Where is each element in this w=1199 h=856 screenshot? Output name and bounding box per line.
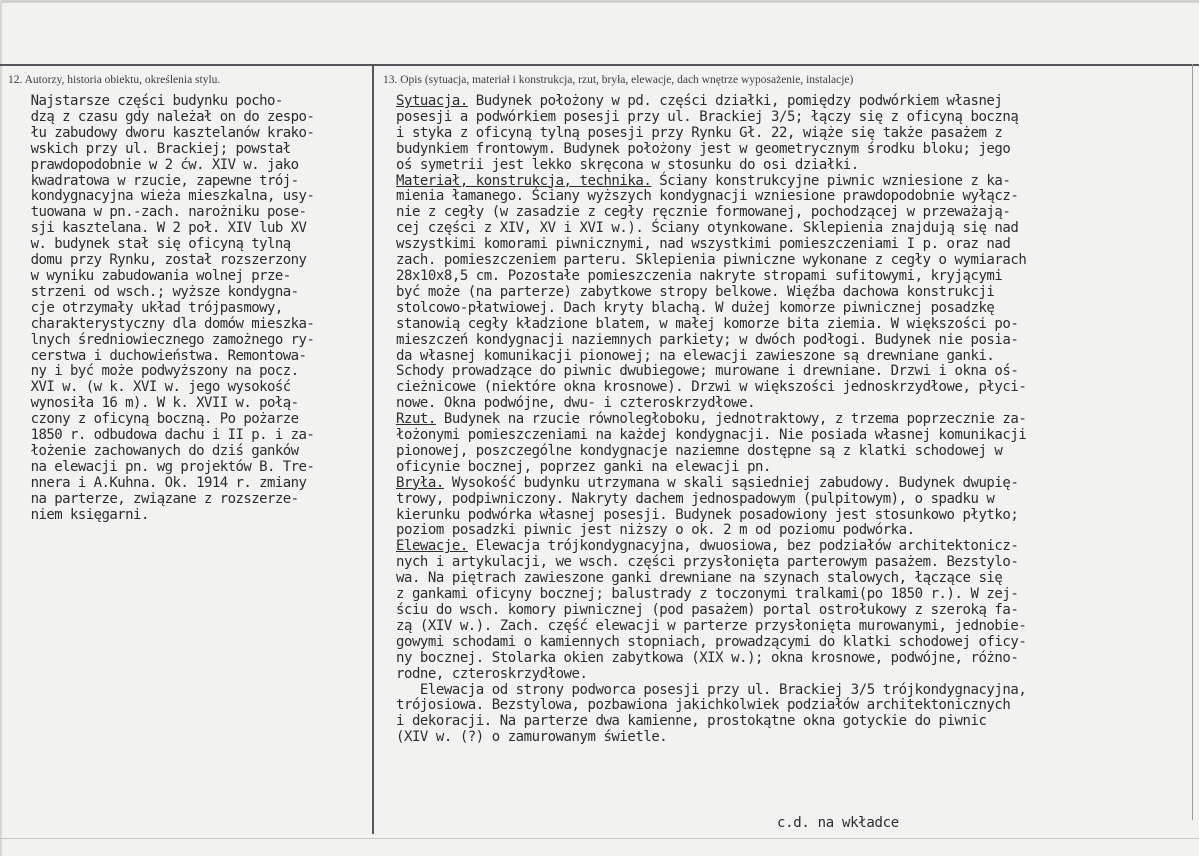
description-text-run: z gankami oficyny bocznej; balustrady z toczonymi tralkami(po 1850 r.). W zej- (396, 586, 1019, 603)
right-border (1192, 64, 1193, 820)
scan-edge-left (0, 0, 2, 856)
description-text-run: nie z cegły (w zasadzie z cegły ręcznie formowanej, pochodzącej w przeważają- (396, 204, 1011, 221)
column-divider (372, 64, 374, 834)
description-line (396, 158, 1026, 174)
description-line (396, 460, 1026, 476)
history-line: strzeni od wsch.; wyższe kondygna- (7, 283, 299, 300)
history-line: ny i być może podwyższony na pocz. (7, 363, 299, 380)
description-line (396, 714, 1026, 730)
description-line (396, 189, 1026, 205)
description-line (396, 285, 1026, 301)
history-line: tuowana w pn.-zach. narożniku pose- (7, 204, 307, 221)
description-line (396, 523, 1026, 539)
description-text-run: poziom posadzki piwnic jest niższy o ok. 2 m od poziomu podwórka. (396, 522, 915, 539)
header-rule (0, 64, 1199, 66)
scan-edge-top (0, 0, 1199, 3)
history-line: wskich przy ul. Brackiej; powstał (7, 140, 291, 157)
description-line (396, 349, 1026, 365)
history-line: prawdopodobnie w 2 ćw. XIV w. jako (7, 156, 299, 173)
description-text-run: kierunku podwórka własnej posesji. Budynek posadowiony jest stosunkowo płytko; (396, 506, 1019, 523)
history-line: domu przy Rynku, został rozszerzony (7, 252, 307, 269)
description-text-run: ny bocznej. Stolarka okien zabytkowa (XIX w.); okna krosnowe, podwójne, różno- (396, 649, 1019, 666)
description-text-run: wszystkimi komorami piwnicznymi, nad wszystkimi pomieszczeniami I p. oraz nad (396, 236, 1011, 253)
section-heading: Rzut. (396, 411, 436, 428)
bottom-edge (0, 838, 1199, 839)
description-line (396, 428, 1026, 444)
description-line (396, 333, 1026, 349)
description-line (396, 269, 1026, 285)
description-line (396, 603, 1026, 619)
section-heading: Sytuacja. (396, 93, 468, 109)
description-text-run: Budynek położony w pd. części działki, pomiędzy podwórkiem własnej (467, 93, 1003, 109)
description-line (396, 205, 1026, 221)
history-line: kondygnacyjna wieża mieszkalna, usy- (7, 188, 315, 205)
description-text-run: zach. pomieszczeniem parteru. Sklepienia piwniczne wykonane z cegły o wymiarach (396, 252, 1027, 269)
history-line: cje otrzymały układ trójpasmowy, (7, 299, 283, 316)
section-13-header: 13. Opis (sytuacja, materiał i konstrukcja, rzut, bryła, elewacje, dach wnętrze wyposażenie, instalacje) (383, 74, 854, 86)
description-text-run: stanowią cegły kładzione blatem, w małej komorze bita ziemia. W większości po- (396, 315, 1019, 332)
description-text-run: oś symetrii jest lekko skręcona w stosunku do osi działki. (396, 156, 859, 173)
history-line: lnych średniowiecznego zamożnego ry- (7, 331, 315, 348)
description-line (396, 651, 1026, 667)
history-line: niem księgarni. (7, 506, 149, 523)
description-text-run: oficynie bocznej, poprzez ganki na elewacji pn. (396, 458, 771, 475)
description-text-run: nych i artykulacji, we wsch. części przysłonięta parterowym pasażem. Bezstylo- (396, 554, 1019, 571)
description-text-run: stolcowo-płatwiowej. Dach kryty blachą. W dużej komorze piwnicznej posadzkę (396, 299, 995, 316)
history-line: dzą z czasu gdy należał on do zespo- (7, 108, 315, 125)
history-line: łożenie zachowanych do dziś ganków (7, 442, 299, 459)
description-line (396, 571, 1026, 587)
description-text-run: być może (na parterze) zabytkowe stropy belkowe. Więźba dachowa konstrukcji (396, 283, 995, 300)
description-text-run: Schody prowadzące do piwnic dwubiegowe; murowane i drewniane. Drzwi i okna oś- (396, 363, 1019, 380)
description-text-run: rodne, czteroskrzydłowe. (396, 665, 588, 682)
section-heading: Materiał, konstrukcja, technika. (396, 172, 652, 189)
description-line (396, 555, 1026, 571)
history-line: cerstwa i duchowieństwa. Remontowa- (7, 347, 307, 364)
section-12-header: 12. Autorzy, historia obiektu, określenia stylu. (8, 74, 221, 86)
description-text-run: cej części z XIV, XV i XVI w.). Ściany otynkowane. Sklepienia znajdują się nad (396, 220, 1019, 237)
description-line (396, 667, 1026, 683)
description-text-run: Ściany konstrukcyjne piwnic wzniesione z ka- (651, 172, 1011, 189)
description-line (396, 539, 1026, 555)
description-line (396, 237, 1026, 253)
description-line (396, 364, 1026, 380)
description-text-run: 28x10x8,5 cm. Pozostałe pomieszczenia nakryte stropami sufitowymi, kryjącymi (396, 267, 1003, 284)
description-line (396, 412, 1026, 428)
description-text-run: da własnej komunikacji pionowej; na elewacji zawieszone są drewniane ganki. (396, 347, 995, 364)
description-line (396, 142, 1026, 158)
description-text-run: Wysokość budynku utrzymana w skali sąsiedniej zabudowy. Budynek dwupię- (443, 474, 1019, 491)
history-line: wynosiła 16 m). W k. XVII w. połą- (7, 395, 299, 412)
history-line: czony z oficyną boczną. Po pożarze (7, 411, 299, 428)
description-text-run: Elewacja trójkondygnacyjna, dwuosiowa, bez podziałów architektonicz- (467, 538, 1019, 555)
history-line: 1850 r. odbudowa dachu i II p. i za- (7, 427, 315, 444)
history-line: sji kasztelana. W 2 poł. XIV lub XV (7, 220, 307, 237)
description-text-run: Budynek na rzucie równoległoboku, jednotraktowy, z trzema poprzecznie za- (435, 411, 1027, 428)
description-text-run: i styka z oficyną tylną posesji przy Rynku Gł. 22, wiąże się także pasażem z (396, 124, 1003, 141)
description-line (396, 94, 1026, 110)
description-text-run: pionowej, poszczególne kondygnacje naziemne dostępne są z klatki schodowej w (396, 442, 1003, 459)
description-line (396, 126, 1026, 142)
description-text-run: zą (XIV w.). Zach. część elewacji w parterze przysłonięta murowanymi, jednobie- (396, 617, 1027, 634)
section-heading: Bryła. (396, 474, 444, 491)
description-text-run: nowe. Okna podwójne, dwu- i czteroskrzydłowe. (396, 395, 756, 412)
description-line (396, 396, 1026, 412)
description-text-run: cieżnicowe (niektóre okna krosnowe). Drzwi w większości jednoskrzydłowe, płyci- (396, 379, 1027, 396)
continuation-note: c.d. na wkładce (777, 815, 899, 831)
history-line: na parterze, związane z rozszerze- (7, 490, 299, 507)
description-text-run: i dekoracji. Na parterze dwa kamienne, prostokątne okna gotyckie do piwnic (396, 713, 987, 730)
description-line (396, 301, 1026, 317)
history-line: łu zabudowy dworu kasztelanów krako- (7, 124, 315, 141)
description-text-run: mieszczeń kondygnacji naziemnych parkiety; w dwóch podłogi. Budynek nie posia- (396, 331, 1019, 348)
description-line (396, 730, 1026, 746)
description-line (396, 444, 1026, 460)
description-text-run: łożonymi pomieszczeniami na każdej kondygnacji. Nie posiada własnej komunikacji (396, 427, 1027, 444)
history-line: XVI w. (w k. XVI w. jego wysokość (7, 379, 291, 396)
description-text-run: gowymi schodami o kamiennych stopniach, prowadzącymi do klatki schodowej oficy- (396, 633, 1027, 650)
description-text-run: mienia łamanego. Ściany wyższych kondygnacji wzniesione prawdopodobnie wyłącz- (396, 188, 1019, 205)
history-line: w. budynek stał się oficyną tylną (7, 236, 291, 253)
description-line (396, 508, 1026, 524)
description-line (396, 683, 1026, 699)
description-line (396, 619, 1026, 635)
description-text-run: trowy, podpiwniczony. Nakryty dachem jednospadowym (pulpitowym), o spadku w (396, 490, 995, 507)
description-text-run: (XIV w. (?) o zamurowanym świetle. (396, 729, 668, 746)
description-line (396, 317, 1026, 333)
history-line: na elewacji pn. wg projektów B. Tre- (7, 458, 315, 475)
description-text-run: ściu do wsch. komory piwnicznej (pod pasażem) portal ostrołukowy z szeroką fa- (396, 602, 1019, 618)
description-text-run: posesji a podwórkiem posesji przy ul. Brackiej 3/5; łączy się z oficyną boczną (396, 108, 1019, 125)
description-line (396, 635, 1026, 651)
description-text-run: budynkiem frontowym. Budynek położony jest w geometrycznym środku bloku; jego (396, 140, 1011, 157)
description-line (396, 698, 1026, 714)
description-text-run: trójosiowa. Bezstylowa, pozbawiona jakichkolwiek podziałów architektonicznych (396, 697, 1011, 714)
description-line (396, 587, 1026, 603)
description-line (396, 492, 1026, 508)
history-line: kwadratowa w rzucie, zapewne trój- (7, 172, 299, 189)
history-line: w wyniku zabudowania wolnej prze- (7, 267, 291, 284)
description-text (396, 94, 1026, 746)
description-line (396, 110, 1026, 126)
history-text (7, 94, 314, 523)
history-line: Najstarsze części budynku pocho- (7, 93, 283, 109)
description-line (396, 380, 1026, 396)
description-line (396, 221, 1026, 237)
history-line: charakterystyczny dla domów mieszka- (7, 315, 315, 332)
description-line (396, 476, 1026, 492)
section-heading: Elewacje. (396, 538, 468, 555)
description-line (396, 253, 1026, 269)
description-text-run: Elewacja od strony podworca posesji przy ul. Brackiej 3/5 trójkondygnacyjna, (396, 681, 1027, 698)
description-text-run: wa. Na piętrach zawieszone ganki drewniane na szynach stalowych, łączące się (396, 570, 1003, 587)
history-line: nnera i A.Kuhna. Ok. 1914 r. zmiany (7, 474, 307, 491)
